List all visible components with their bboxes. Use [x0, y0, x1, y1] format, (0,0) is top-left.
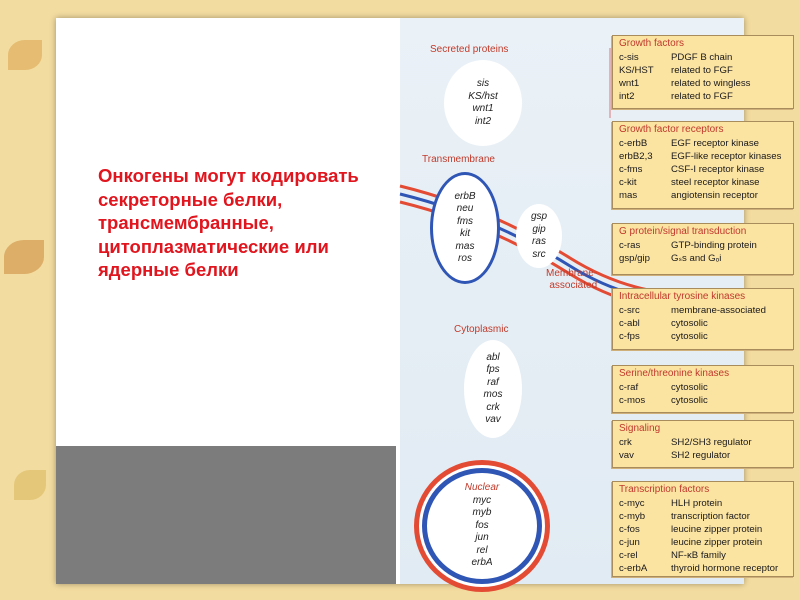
membrane-associated-label: [546, 268, 597, 292]
membrane-label-line1: Membrane-: [546, 268, 598, 279]
box-serine-threonine-kinases: [612, 365, 794, 413]
leaf-decoration: [8, 40, 42, 70]
gene-name: c-myc: [619, 498, 645, 509]
gene-name: c-myb: [619, 511, 646, 522]
gene-desc: related to wingless: [671, 78, 751, 89]
box-header: Growth factors: [619, 38, 685, 49]
membrane-associated-genes: [516, 204, 562, 268]
gene: vav: [485, 414, 501, 425]
gene-name: c-abl: [619, 318, 640, 329]
gene-desc: steel receptor kinase: [671, 177, 760, 188]
gene: gsp: [530, 211, 548, 222]
nuclear-label: Nuclear: [464, 482, 500, 494]
gene: gip: [532, 223, 546, 235]
gene: KS/hst: [468, 90, 498, 102]
gene-desc: CSF-I receptor kinase: [671, 164, 765, 175]
gene: int2: [474, 115, 492, 127]
box-growth-factors: [612, 35, 794, 109]
gene-desc: leucine zipper protein: [671, 524, 763, 535]
gene-name: c-fps: [619, 331, 640, 342]
box-header: Intracellular tyrosine kinases: [619, 291, 746, 302]
box-transcription-factors: [612, 481, 794, 577]
transmembrane-label: Transmembrane: [422, 154, 495, 165]
gene: wnt1: [472, 103, 494, 114]
gene: mas: [455, 240, 475, 252]
box-header: G protein/signal transduction: [619, 226, 747, 237]
box-growth-factor-receptors: [612, 121, 794, 209]
nuclear-genes: [422, 468, 542, 584]
gene-name: c-src: [619, 305, 640, 316]
gene-desc: membrane-associated: [671, 305, 766, 316]
leaf-decoration: [4, 240, 44, 274]
gene-name: c-raf: [619, 382, 639, 393]
gene-name: c-fos: [619, 524, 640, 535]
box-signaling: [612, 420, 794, 468]
gene: erbA: [471, 557, 493, 569]
gene-name: c-mos: [619, 395, 646, 406]
gene-desc: related to FGF: [671, 91, 733, 102]
gene: src: [532, 248, 546, 260]
transmembrane-genes: [430, 172, 500, 284]
box-header: Serine/threonine kinases: [619, 368, 730, 379]
gene: mos: [483, 389, 503, 400]
gene: ras: [532, 236, 546, 247]
leaf-decoration: [14, 470, 46, 500]
gene-desc: cytosolic: [671, 318, 708, 329]
gene-name: c-erbA: [619, 563, 648, 574]
gene-name: erbB2,3: [619, 151, 653, 162]
gene-name: c-jun: [619, 537, 640, 548]
gene: myc: [472, 494, 492, 506]
secreted-label: Secreted proteins: [430, 44, 509, 55]
gene-name: gsp/gip: [619, 253, 650, 264]
gene: sis: [476, 78, 490, 89]
gene: crk: [486, 401, 500, 413]
gene: fos: [475, 519, 489, 531]
gene: erbB: [454, 190, 476, 202]
gene-desc: transcription factor: [671, 511, 750, 522]
gene-name: vav: [619, 450, 634, 461]
nuclear-envelope: [414, 460, 550, 592]
gene-desc: leucine zipper protein: [671, 537, 763, 548]
oncogene-figure: [400, 18, 782, 584]
slide: [56, 18, 782, 584]
box-header: Transcription factors: [619, 484, 710, 495]
gene-name: KS/HST: [619, 65, 654, 76]
gene-desc: SH2 regulator: [671, 450, 731, 461]
box-tyrosine-kinases: [612, 288, 794, 350]
gene: rel: [476, 544, 488, 556]
gene-desc: PDGF B chain: [671, 52, 733, 63]
gene-desc: SH2/SH3 regulator: [671, 437, 752, 448]
gene-desc: angiotensin receptor: [671, 190, 758, 201]
box-header: Growth factor receptors: [619, 124, 724, 135]
box-g-protein: [612, 223, 794, 275]
gene-name: mas: [619, 190, 638, 201]
gene-name: int2: [619, 91, 635, 102]
gene: raf: [487, 376, 499, 388]
gene-desc: EGF receptor kinase: [671, 138, 759, 149]
gene-desc: cytosolic: [671, 382, 708, 393]
gene-desc: Gₛs and Gₒi: [671, 253, 722, 264]
gene-name: c-sis: [619, 52, 639, 63]
gene: jun: [475, 532, 489, 544]
gene: myb: [472, 507, 492, 519]
gene-desc: NF-κB family: [671, 550, 726, 561]
gene-name: wnt1: [619, 78, 640, 89]
gene-name: crk: [619, 437, 632, 448]
gene-desc: cytosolic: [671, 331, 708, 342]
cytoplasmic-label: Cytoplasmic: [454, 324, 509, 335]
secreted-genes: [444, 60, 522, 146]
gene-name: c-fms: [619, 164, 643, 175]
gene: neu: [456, 203, 474, 214]
slide-title: Онкогены могут кодировать секреторные белки, трансмембранные, цитоплазматические или ядерные белки: [98, 165, 359, 280]
box-header: Signaling: [619, 423, 661, 434]
membrane-label-line2: associated: [549, 280, 598, 291]
gene-name: c-ras: [619, 240, 641, 251]
gene: kit: [460, 228, 470, 239]
gene: fps: [486, 364, 500, 375]
gene-desc: related to FGF: [671, 65, 733, 76]
gene: fms: [456, 215, 474, 227]
gene-desc: cytosolic: [671, 395, 708, 406]
gene-desc: thyroid hormone receptor: [671, 563, 779, 574]
gene-name: c-kit: [619, 177, 637, 188]
gene-desc: HLH protein: [671, 498, 723, 509]
gene: abl: [486, 351, 500, 363]
gene-name: c-erbB: [619, 138, 648, 149]
gene-desc: EGF-like receptor kinases: [671, 151, 782, 162]
gray-block: [56, 446, 396, 584]
cytoplasmic-genes: [464, 340, 522, 438]
gene-desc: GTP-binding protein: [671, 240, 757, 251]
gene-name: c-rel: [619, 550, 638, 561]
gene: ros: [458, 253, 472, 264]
